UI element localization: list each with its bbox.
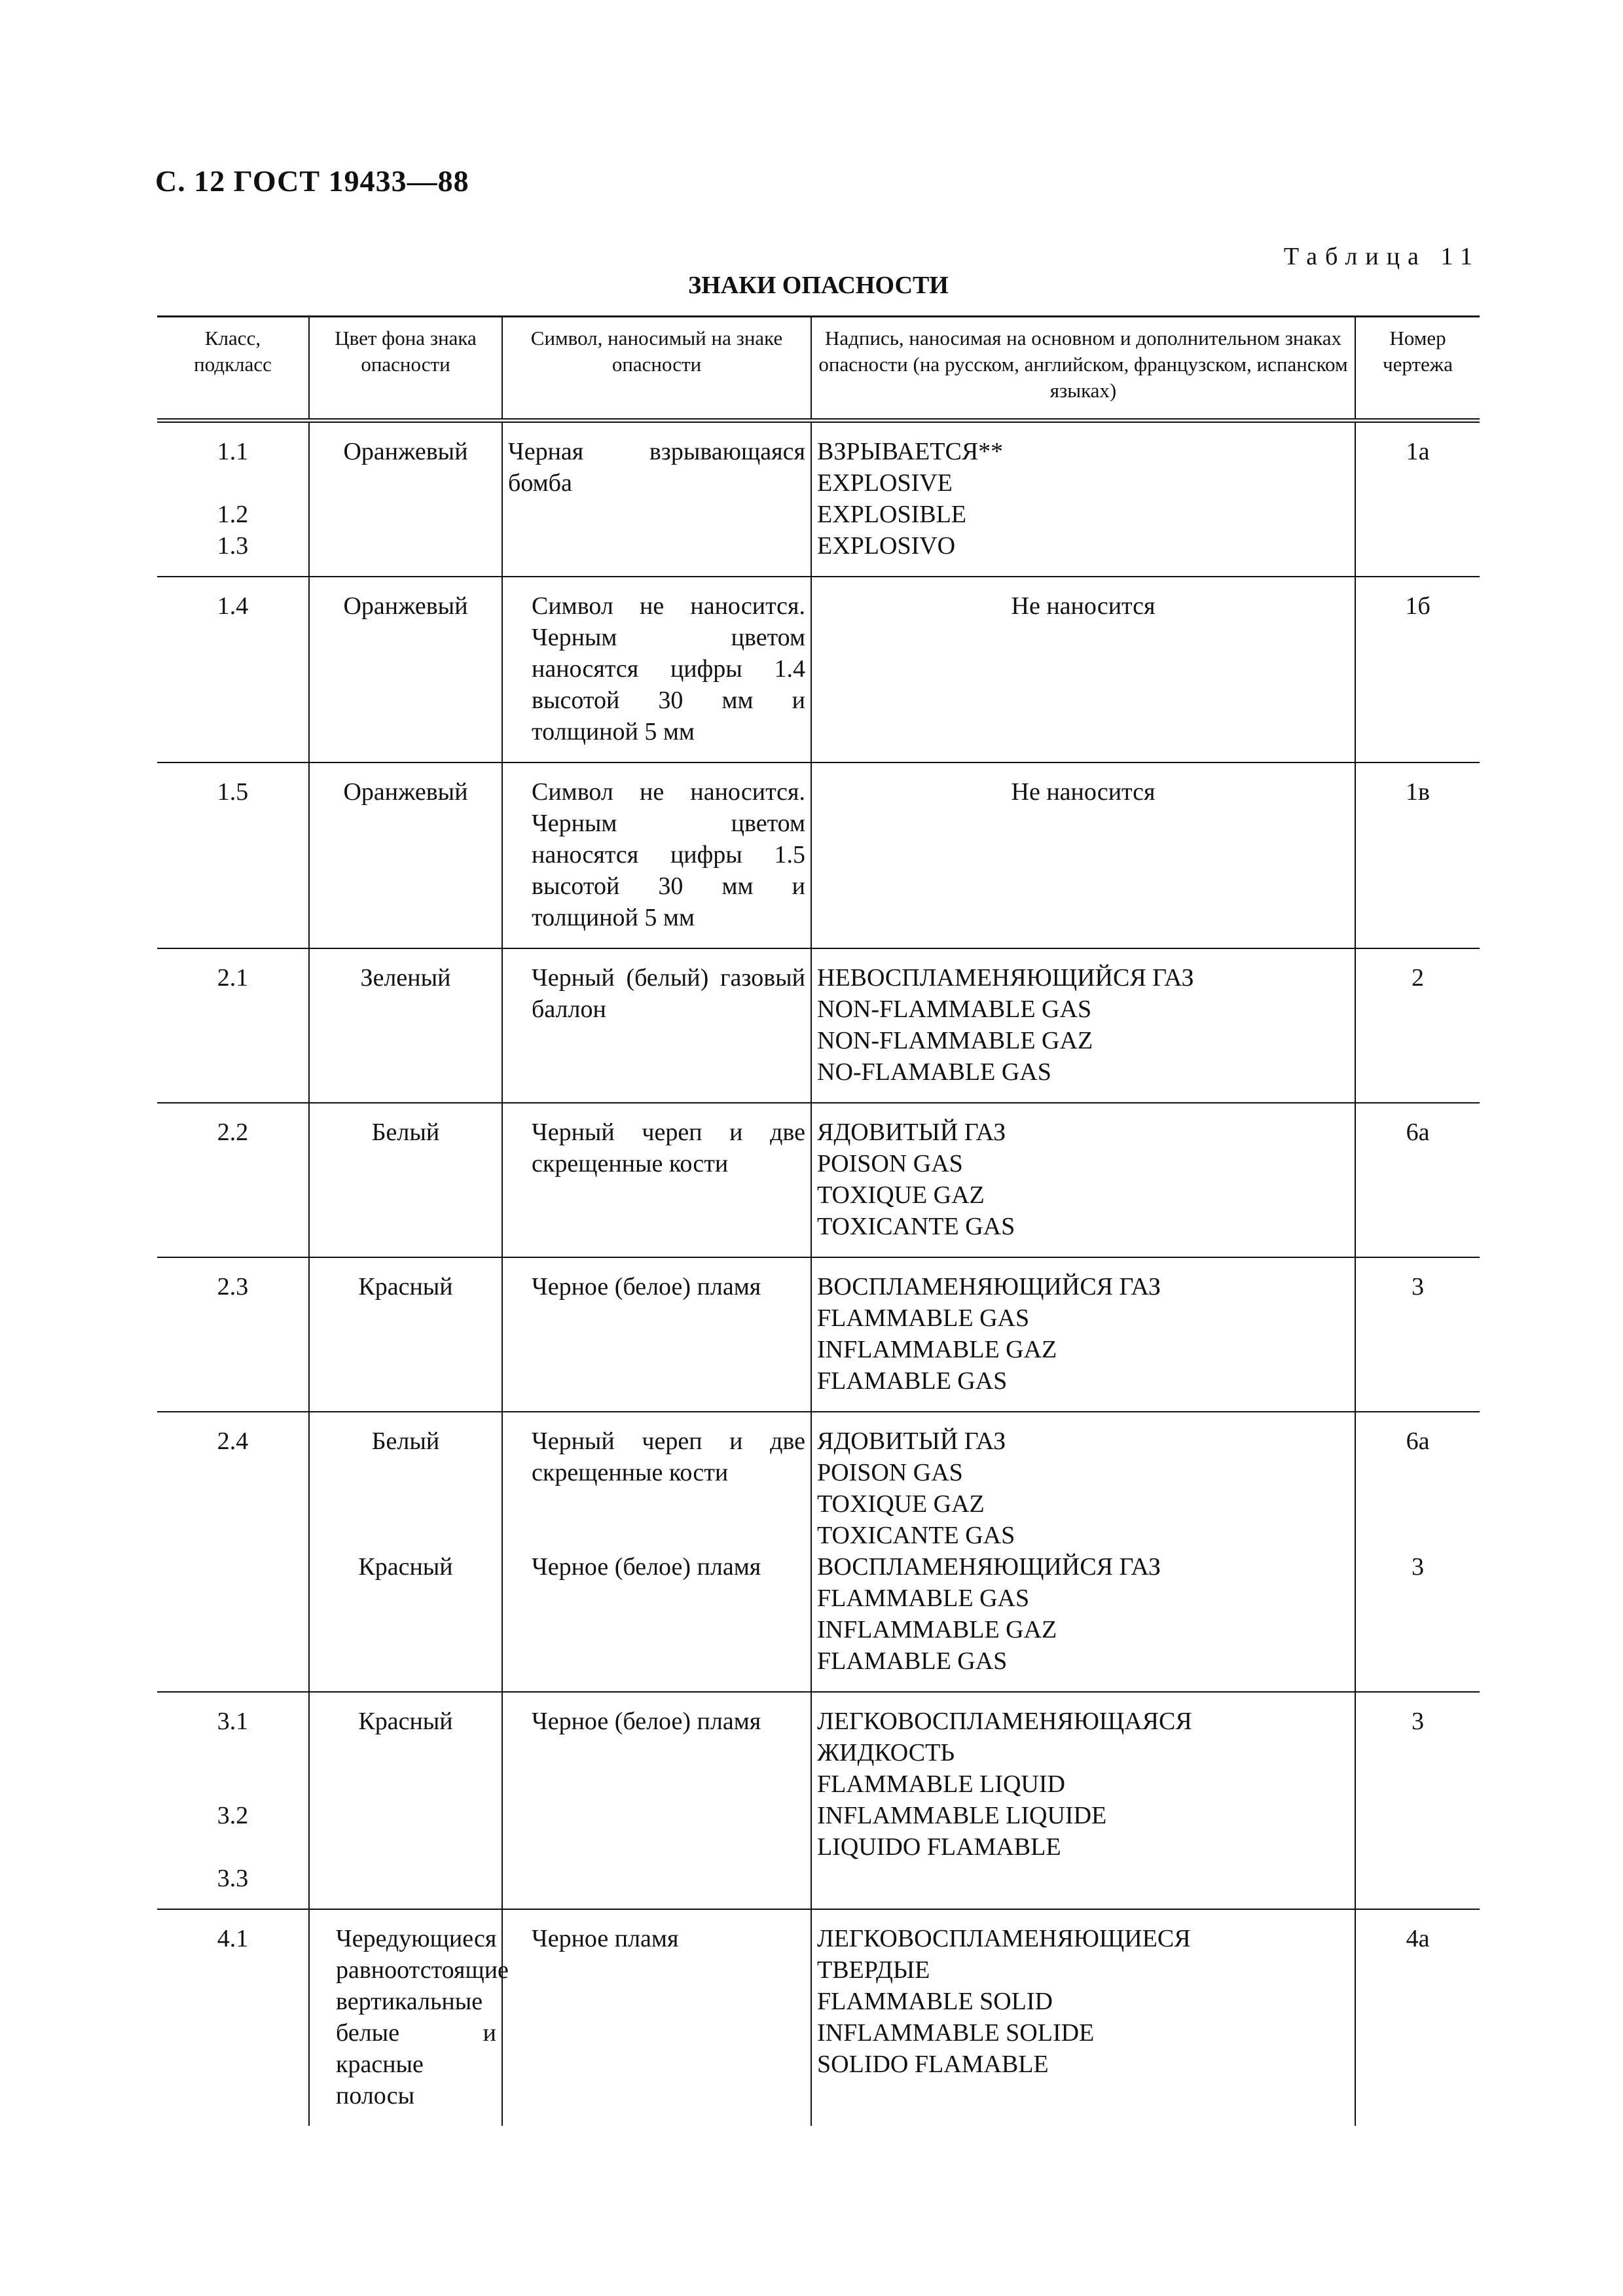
drawing-number-cell: 3 — [1355, 1692, 1480, 1909]
label-line: TOXICANTE GAS — [817, 1213, 1015, 1240]
label-line: EXPLOSIVE — [817, 469, 953, 497]
color-cell: Красный — [309, 1257, 502, 1412]
label-line: ТВЕРДЫЕ — [817, 1956, 930, 1984]
label-line: ЛЕГКОВОСПЛАМЕНЯЮЩАЯСЯ — [817, 1708, 1192, 1735]
class-cell: 1.4 — [157, 577, 309, 762]
class-value: 3.2 — [217, 1802, 249, 1829]
color-cell: Оранжевый — [309, 762, 502, 948]
drawing-number-cell: 1б — [1355, 577, 1480, 762]
drawing-number-cell: 1в — [1355, 762, 1480, 948]
class-cell: 2.3 — [157, 1257, 309, 1412]
label-line: LIQUIDO FLAMABLE — [817, 1833, 1061, 1861]
class-cell: 1.5 — [157, 762, 309, 948]
label-cell — [811, 948, 1355, 1103]
symbol-cell — [502, 1909, 811, 2126]
color-cell: Красный — [309, 1692, 502, 1909]
class-cell — [157, 1692, 309, 1909]
color-cell: Оранжевый — [309, 577, 502, 762]
label-line: Не наносится — [1011, 778, 1156, 806]
class-cell: 2.4 — [157, 1412, 309, 1692]
symbol-cell — [502, 577, 811, 762]
symbol-text-secondary: Черное (белое) пламя — [532, 1553, 761, 1581]
label-line: FLAMABLE GAS — [817, 1647, 1008, 1675]
column-header-symbol: Символ, наносимый на знаке опасности — [502, 317, 811, 421]
label-cell — [811, 1909, 1355, 2126]
label-cell — [811, 762, 1355, 948]
label-cell — [811, 1257, 1355, 1412]
color-cell: Оранжевый — [309, 421, 502, 577]
class-value: 3.3 — [217, 1865, 249, 1892]
label-line: NO-FLAMABLE GAS — [817, 1058, 1051, 1086]
label-line: Не наносится — [1011, 592, 1156, 620]
label-line: ЯДОВИТЫЙ ГАЗ — [817, 1427, 1006, 1455]
label-line: ЯДОВИТЫЙ ГАЗ — [817, 1119, 1006, 1146]
drawing-number-cell: 4а — [1355, 1909, 1480, 2126]
symbol-text: Черное пламя — [532, 1925, 679, 1952]
label-line: TOXICANTE GAS — [817, 1522, 1015, 1549]
symbol-cell — [502, 948, 811, 1103]
table-row — [157, 1257, 1480, 1412]
label-line: NON-FLAMMABLE GAZ — [817, 1027, 1093, 1054]
label-line: FLAMMABLE LIQUID — [817, 1770, 1065, 1798]
table-row — [157, 1412, 1480, 1692]
symbol-text: Черный (белый) газовый баллон — [532, 964, 805, 1023]
label-line: ВОСПЛАМЕНЯЮЩИЙСЯ ГАЗ — [817, 1553, 1161, 1581]
class-value: 3.1 — [217, 1708, 249, 1735]
symbol-cell: Черная взрывающаяся бомба — [502, 421, 811, 577]
table-title: ЗНАКИ ОПАСНОСТИ — [688, 272, 949, 299]
symbol-cell — [502, 1692, 811, 1909]
class-value: 1.1 — [217, 438, 249, 465]
label-line: INFLAMMABLE LIQUIDE — [817, 1802, 1107, 1829]
label-line: ЖИДКОСТЬ — [817, 1739, 955, 1767]
label-cell — [811, 1692, 1355, 1909]
symbol-text: Черное (белое) пламя — [532, 1708, 761, 1735]
class-cell — [157, 421, 309, 577]
drawing-number-secondary: 3 — [1412, 1553, 1424, 1581]
label-line: INFLAMMABLE GAZ — [817, 1616, 1057, 1643]
label-line: ВЗРЫВАЕТСЯ** — [817, 438, 1004, 465]
label-line: NON-FLAMMABLE GAS — [817, 996, 1092, 1023]
label-line: FLAMMABLE GAS — [817, 1304, 1030, 1332]
label-line: EXPLOSIBLE — [817, 501, 966, 528]
symbol-text: Символ не наносится. Черным цветом наносятся цифры 1.5 высотой 30 мм и толщиной 5 мм — [532, 778, 805, 931]
label-cell — [811, 1412, 1355, 1692]
table-row — [157, 948, 1480, 1103]
drawing-number-cell — [1355, 1412, 1480, 1692]
drawing-number-cell: 1а — [1355, 421, 1480, 577]
column-header-drawing: Номер чертежа — [1355, 317, 1480, 421]
label-cell — [811, 1103, 1355, 1257]
hazard-signs-table — [157, 315, 1480, 2126]
symbol-cell — [502, 1103, 811, 1257]
symbol-text: Символ не наносится. Черным цветом наносятся цифры 1.4 высотой 30 мм и толщиной 5 мм — [532, 592, 805, 745]
color-cell — [309, 1412, 502, 1692]
color-cell: Чередующиеся равноотстоящие вертикальные белые и красные полосы — [309, 1909, 502, 2126]
color-value-secondary: Красный — [358, 1553, 453, 1581]
symbol-cell — [502, 762, 811, 948]
symbol-cell — [502, 1412, 811, 1692]
label-line: FLAMMABLE SOLID — [817, 1988, 1053, 2015]
label-cell — [811, 577, 1355, 762]
table-row — [157, 1692, 1480, 1909]
column-header-color: Цвет фона знака опасности — [309, 317, 502, 421]
label-line: SOLIDO FLAMABLE — [817, 2051, 1049, 2078]
label-line: TOXIQUE GAZ — [817, 1490, 985, 1518]
drawing-number-cell: 2 — [1355, 948, 1480, 1103]
label-cell — [811, 421, 1355, 577]
table-row — [157, 577, 1480, 762]
label-line: НЕВОСПЛАМЕНЯЮЩИЙСЯ ГАЗ — [817, 964, 1194, 992]
symbol-text: Черный череп и две скрещенные кости — [532, 1119, 805, 1177]
label-line: ВОСПЛАМЕНЯЮЩИЙСЯ ГАЗ — [817, 1273, 1161, 1300]
table-row — [157, 1909, 1480, 2126]
drawing-number: 6а — [1406, 1427, 1430, 1455]
class-cell: 2.2 — [157, 1103, 309, 1257]
label-line: POISON GAS — [817, 1150, 963, 1177]
label-line: FLAMABLE GAS — [817, 1367, 1008, 1395]
class-value: 1.3 — [217, 532, 249, 560]
label-line: INFLAMMABLE SOLIDE — [817, 2019, 1095, 2047]
color-cell: Зеленый — [309, 948, 502, 1103]
table-row — [157, 421, 1480, 577]
column-header-label: Надпись, наносимая на основном и дополнительном знаках опасности (на русском, английском, французском, испанском языках) — [811, 317, 1355, 421]
symbol-text: Черный череп и две скрещенные кости — [532, 1427, 805, 1486]
class-cell: 4.1 — [157, 1909, 309, 2126]
color-cell: Белый — [309, 1103, 502, 1257]
drawing-number-cell: 3 — [1355, 1257, 1480, 1412]
label-line: EXPLOSIVO — [817, 532, 956, 560]
page-reference: С. 12 ГОСТ 19433—88 — [155, 164, 469, 198]
label-line: FLAMMABLE GAS — [817, 1585, 1030, 1612]
symbol-cell — [502, 1257, 811, 1412]
color-value: Белый — [371, 1427, 440, 1455]
table-row — [157, 762, 1480, 948]
column-header-class: Класс, подкласс — [157, 317, 309, 421]
table-number: Таблица 11 — [1283, 243, 1480, 270]
label-line: TOXIQUE GAZ — [817, 1181, 985, 1209]
table-row — [157, 1103, 1480, 1257]
label-line: POISON GAS — [817, 1459, 963, 1486]
symbol-text: Черное (белое) пламя — [532, 1273, 761, 1300]
label-line: ЛЕГКОВОСПЛАМЕНЯЮЩИЕСЯ — [817, 1925, 1191, 1952]
drawing-number-cell: 6а — [1355, 1103, 1480, 1257]
class-value: 1.2 — [217, 501, 249, 528]
class-cell: 2.1 — [157, 948, 309, 1103]
label-line: INFLAMMABLE GAZ — [817, 1336, 1057, 1363]
table-header-row — [157, 317, 1480, 421]
